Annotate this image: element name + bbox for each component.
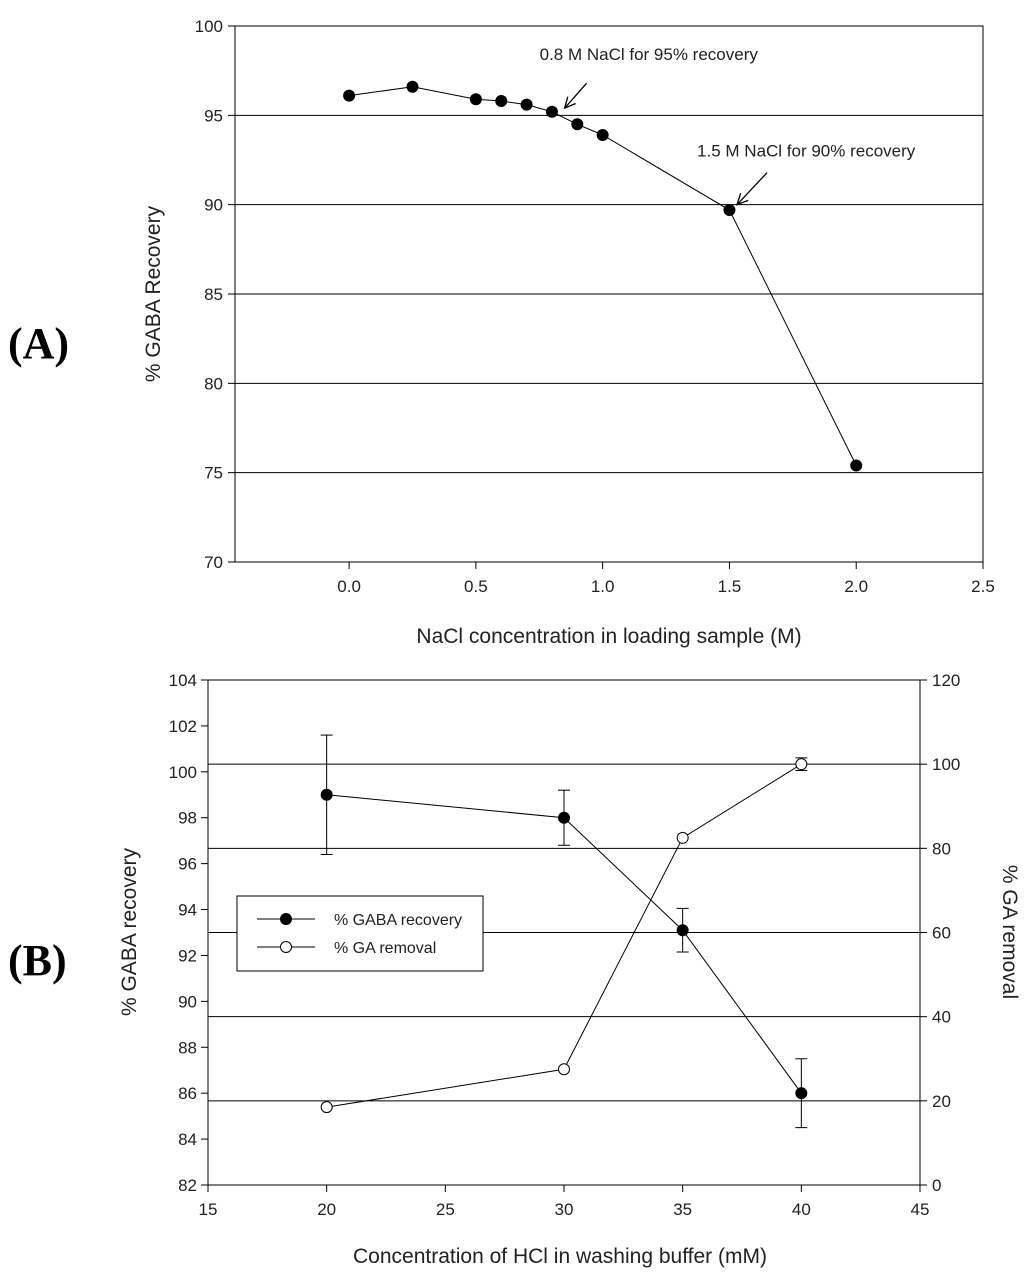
chart-b-y2-tick-label: 80	[932, 839, 951, 859]
panel-label-b: (B)	[8, 936, 67, 985]
chart-a-data-point	[470, 94, 481, 105]
chart-a-data-point	[344, 90, 355, 101]
chart-b-x-tick-label: 20	[317, 1200, 337, 1219]
chart-b-y-tick-label: 96	[178, 854, 197, 874]
chart-a-data-point	[851, 460, 862, 471]
chart-a-gridlines	[235, 115, 983, 472]
chart-b-y-tick-label: 100	[168, 762, 197, 782]
chart-b-data-point-gaba	[677, 925, 688, 936]
chart-a-data-point	[521, 99, 532, 110]
chart-b-y2-tick-label: 40	[932, 1007, 951, 1027]
chart-b-data-point-ga	[559, 1064, 570, 1075]
chart-b-y2-tick-label: 0	[932, 1176, 942, 1195]
chart-a-data-point	[724, 205, 735, 216]
legend-marker-gaba	[281, 914, 292, 925]
chart-a-annotation-label: 0.8 M NaCl for 95% recovery	[539, 45, 758, 65]
chart-b-data-point-ga	[796, 759, 807, 770]
chart-a-y-tick-label: 90	[204, 195, 223, 215]
chart-b-y-tick-label: 88	[178, 1038, 197, 1058]
chart-b-x-tick-label: 15	[198, 1200, 218, 1219]
chart-a-ticks	[195, 17, 995, 596]
chart-a-x-tick-label: 1.5	[717, 577, 742, 596]
chart-a-y-tick-label: 75	[204, 463, 223, 483]
chart-b-y2-axis-title: % GA removal	[998, 864, 1021, 1000]
chart-a-y-tick-label: 70	[204, 553, 223, 572]
chart-b-x-tick-label: 35	[673, 1200, 693, 1219]
chart-b-y2-tick-label: 120	[932, 671, 961, 690]
chart-a-series	[344, 81, 862, 471]
legend-label-gaba: % GABA recovery	[334, 912, 463, 929]
chart-a-data-point	[407, 81, 418, 92]
chart-b-x-tick-label: 30	[554, 1200, 574, 1219]
chart-b-y2-tick-label: 20	[932, 1091, 951, 1111]
chart-b	[8, 671, 1021, 1268]
chart-b-y-tick-label: 98	[178, 808, 197, 828]
chart-a-y-tick-label: 95	[204, 106, 223, 126]
chart-b-y-tick-label: 90	[178, 992, 197, 1012]
chart-a-y-tick-label: 85	[204, 285, 223, 304]
chart-b-y-tick-label: 94	[178, 900, 197, 920]
chart-b-x-axis-title: Concentration of HCl in washing buffer (mM)	[353, 1245, 767, 1268]
chart-b-x-tick-label: 40	[791, 1200, 811, 1219]
chart-a-y-tick-label: 80	[204, 374, 223, 394]
chart-b-x-tick-label: 25	[435, 1200, 455, 1219]
chart-a-annotation-arrow	[565, 83, 587, 108]
panel-label-a: (A)	[8, 319, 70, 368]
chart-b-y-tick-label: 82	[178, 1176, 197, 1195]
legend-label-ga: % GA removal	[334, 940, 437, 957]
chart-a-y-axis-title: % GABA Recovery	[142, 205, 165, 383]
chart-b-y-tick-label: 92	[178, 946, 197, 966]
chart-b-x-tick-label: 45	[910, 1200, 930, 1219]
chart-a	[8, 17, 995, 648]
chart-b-y-tick-label: 84	[178, 1130, 197, 1150]
chart-a-x-tick-label: 1.0	[590, 577, 615, 596]
chart-a-annotation-arrow	[737, 173, 767, 205]
chart-b-y2-tick-label: 60	[932, 923, 951, 943]
chart-b-y2-tick-label: 100	[932, 755, 961, 775]
chart-a-data-point	[496, 96, 507, 107]
chart-b-y-tick-label: 86	[178, 1084, 197, 1104]
chart-a-x-axis-title: NaCl concentration in loading sample (M)	[416, 625, 802, 648]
chart-b-data-point-ga	[677, 832, 688, 843]
chart-b-data-point-ga	[321, 1102, 332, 1113]
chart-a-x-tick-label: 2.5	[971, 577, 995, 596]
chart-a-x-tick-label: 0.5	[464, 577, 488, 596]
chart-b-y-axis-title: % GABA recovery	[118, 847, 141, 1017]
chart-a-data-point	[597, 129, 608, 140]
legend-box	[237, 896, 483, 971]
chart-b-y-tick-label: 104	[168, 671, 197, 690]
chart-a-data-point	[572, 119, 583, 130]
chart-b-data-point-gaba	[321, 789, 332, 800]
chart-a-x-tick-label: 2.0	[844, 577, 869, 596]
chart-a-annotation-label: 1.5 M NaCl for 90% recovery	[697, 141, 916, 161]
chart-a-annotations	[540, 45, 916, 204]
chart-b-y-tick-label: 102	[168, 716, 197, 736]
chart-a-y-tick-label: 100	[194, 17, 223, 36]
legend-marker-ga	[281, 942, 292, 953]
chart-b-data-point-gaba	[559, 812, 570, 823]
chart-b-legend	[237, 896, 483, 971]
chart-a-x-tick-label: 0.0	[337, 577, 361, 596]
chart-b-data-point-gaba	[796, 1088, 807, 1099]
chart-a-data-point	[546, 106, 557, 117]
